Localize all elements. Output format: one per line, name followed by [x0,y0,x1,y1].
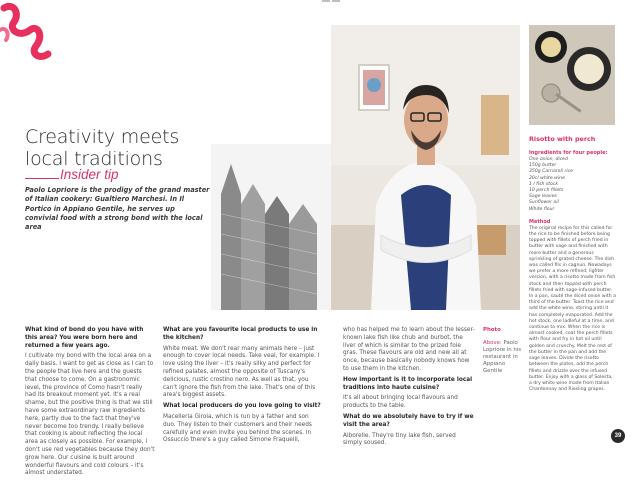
risotto-dish-photo [529,25,615,125]
ingredient-item: 150g butter [529,163,557,169]
interview-question: How important is it to incorporate local traditions into haute cuisine? [343,376,473,391]
interview-answer: White meat. We don't rear many animals here – just enough to cover local needs. Take veal, for example. I love using the liver – it's really silky and perfect for refined palates, almost the opposite of Tuscany's delicious, rustic crostino nero. As well as that, you can't ignore the fish from the lake. That's one of this area's biggest assets. [163,345,320,399]
article-title: Creativity meets local traditions [25,126,180,170]
ingredient-item: 20cl white wine [529,175,565,181]
interview-column-1 [25,327,155,481]
recipe-title: Risotto with perch [529,135,596,143]
interview-answer: Alborelle. They're tiny lake fish, served simply soused. [343,432,456,447]
recipe-sidebar [529,135,616,393]
caption-text: Paolo Lopriore in his restaurant in Appiano Gentile [483,340,522,374]
interview-answer: who has helped me to learn about the lesser-known lake fish like chub and burbot, the liver of which is similar to the prized foie gras. These flavours are old and new all at once, because basically nobody knows how to use them in the kitchen. [343,327,475,372]
page-tab-marker [322,0,330,2]
caption-label: Above: [483,340,502,346]
interview-question: What are you favourite local products to use in the kitchen? [163,327,318,341]
caption-heading: Photo [483,327,501,333]
ingredient-item: 1 l fish stock [529,181,559,187]
interview-answer: I cultivate my bond with the local area on a daily basis. I want to get as close as I can to the people that live here and the guests that choose to come. On a gastronomic level, the province of Como hasn't really had its breakout moment yet. It's a real shame, but the positive thing is that we still have some extraordinary raw ingredients here, partly due to the fact that they've never become too trendy. I really believe that cooking is about reflecting the local area as closely as possible. For example, I don't use red vegetables because they don't grow here. Our cuisine is built around wonderful flavours and cold colours – it's almost understated. [25,353,155,477]
ingredient-item: 350g Carnaroli rice [529,169,574,175]
interview-question: What kind of bond do you have with this area? You were born here and returned a few years ago. [25,327,144,349]
page-tab-marker [332,0,340,2]
interview-column-2 [163,327,323,448]
method-heading: Method [529,218,551,225]
ingredient-item: White flour [529,206,555,212]
interview-answer: Macelleria Girola, which is run by a father and son duo. They listen to their customers and their needs carefully and even invite you behind the scenes. In Ossuccio there's a guy called Simone Fraquelli, [163,413,312,444]
ingredient-item: Sage leaves [529,194,557,200]
interview-question: What local producers do you love going to visit? [163,403,321,410]
subtitle-rule [25,178,59,179]
brand-squiggle-icon [0,0,50,62]
chef-portrait-photo [331,25,520,310]
photo-caption [483,327,525,375]
interview-column-3 [343,327,476,451]
interview-answer: It's all about bringing local flavours and products to the table. [343,395,458,410]
article-lead: Paolo Lopriore is the prodigy of the grand master of Italian cookery: Gualtiero Marchesi. In Il Portico in Appiano Gentile, he serves up convivial food with a strong bond with the local area [25,186,210,232]
method-text: The original recipe for this called for the rice to be finished before being topped with fillets of perch fried in butter with sage and finished with more butter and a generous sprinkling of grated cheese. The dish was called fils in cagnun. Nowadays we prefer a more refined, lighter version, with a risotto made from fish stock and then topped with perch fillets fried with sage-infused butter. In a pan, sauté the diced onion with a third of the butter. Toast the rice and add the white wine, stirring until it has completely evaporated. Add the hot stock, one ladleful at a time, and continue to mix. When the rice is almost cooked, coat the perch fillets with flour and fry in hot oil until golden and crunchy. Melt the rest of the butter in the pan and add the sage leaves. Divide the risotto between the plates, add the perch fillets and drizzle over the infused butter. Enjoy with a glass of Solesta, a dry white wine made from Italian Chardonnay and Riesling grapes. [529,225,616,393]
ingredients-list [529,157,616,213]
ingredient-item: One onion, diced [529,157,568,162]
ingredient-item: Sunflower oil [529,200,559,206]
ingredient-item: 10 perch fillets [529,188,564,194]
article-subtitle: Insider tip [60,167,119,182]
page-number: 39 [611,429,625,443]
sculpture-image [211,144,331,310]
interview-question: What do we absolutely have to try if we visit the area? [343,413,474,428]
ingredients-heading: Ingredients for four people: [529,150,608,156]
